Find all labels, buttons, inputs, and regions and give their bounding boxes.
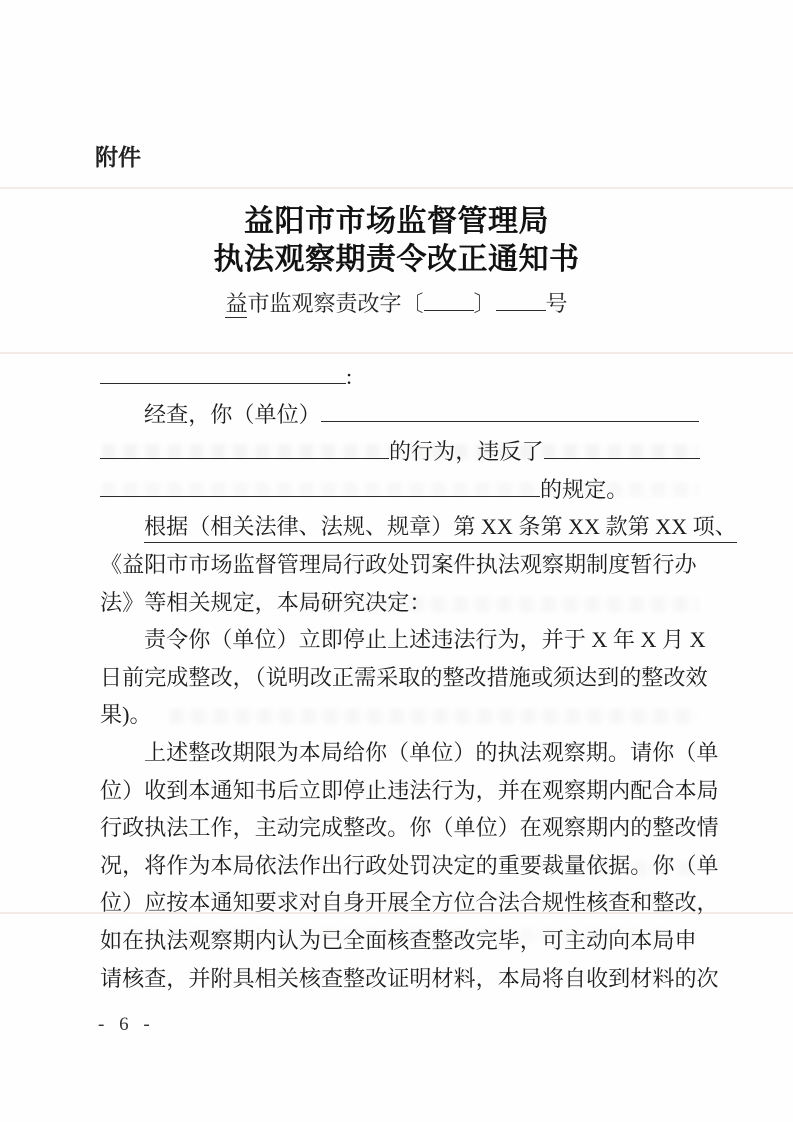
scan-streak (0, 352, 793, 354)
scan-streak (0, 187, 793, 189)
doc-number-underlined-char: 益 (225, 291, 248, 316)
conduct-blank (100, 455, 389, 459)
body-line: 责令你（单位）立即停止上述违法行为，并于 X 年 X 月 X (144, 627, 706, 653)
body-line (100, 471, 700, 509)
body-line-text: 的行为，违反了 (389, 439, 544, 465)
body-line: 位）收到本通知书后立即停止违法行为，并在观察期内配合本局 (100, 777, 719, 803)
title-line-2: 执法观察期责令改正通知书 (213, 243, 580, 276)
doc-number-closing-bracket: 〕 (473, 291, 496, 316)
salutation-line (100, 358, 700, 396)
body-line: 位）应按本通知要求对自身开展全方位合法合规性核查和整改， (100, 890, 719, 916)
attachment-label: 附件 (95, 144, 141, 170)
addressee-blank (100, 380, 346, 384)
body-line: 行政执法工作，主动完成整改。你（单位）在观察期内的整改情 (100, 815, 719, 841)
party-name-blank (321, 418, 699, 422)
body-line: 上述整改期限为本局给你（单位）的执法观察期。请你（单 (144, 739, 719, 765)
doc-number-year-blank (424, 307, 474, 311)
legal-basis-line (100, 508, 737, 546)
body-line-text: 的规定。 (540, 476, 629, 502)
body-line-text: 经查，你（单位） (144, 401, 321, 427)
body-line: 日前完成整改，（说明改正需采取的整改措施或须达到的整改效 (100, 664, 708, 690)
page-number: - 6 - (98, 1014, 155, 1035)
body-line: 况，将作为本局依法作出行政处罚决定的重要裁量依据。你（单 (100, 852, 719, 878)
body-line: 果)。 (100, 702, 152, 728)
salutation-colon: : (346, 364, 353, 389)
doc-number-prefix: 市监观察责改字〔 (247, 291, 424, 316)
body-line: 《益阳市市场监督管理局行政处罚案件执法观察期制度暂行办 (100, 551, 697, 577)
body-line (100, 396, 700, 434)
body-line (100, 433, 700, 471)
document-title (0, 203, 793, 279)
body-text (100, 358, 737, 997)
doc-number-suffix: 号 (545, 291, 568, 316)
body-line: 如在执法观察期内认为已全面核查整改完毕，可主动向本局申 (100, 927, 697, 953)
violated-law-blank (544, 455, 700, 459)
violated-law-blank-2 (100, 493, 540, 497)
doc-number-serial-blank (496, 307, 546, 311)
title-line-1: 益阳市市场监督管理局 (244, 205, 549, 238)
legal-basis-text: 根据（相关法律、法规、规章）第 XX 条第 XX 款第 XX 项、 (144, 514, 737, 543)
body-line: 请核查，并附具相关核查整改证明材料，本局将自收到材料的次 (100, 965, 719, 991)
body-line: 法》等相关规定，本局研究决定： (100, 589, 432, 615)
doc-number-line (0, 287, 793, 318)
